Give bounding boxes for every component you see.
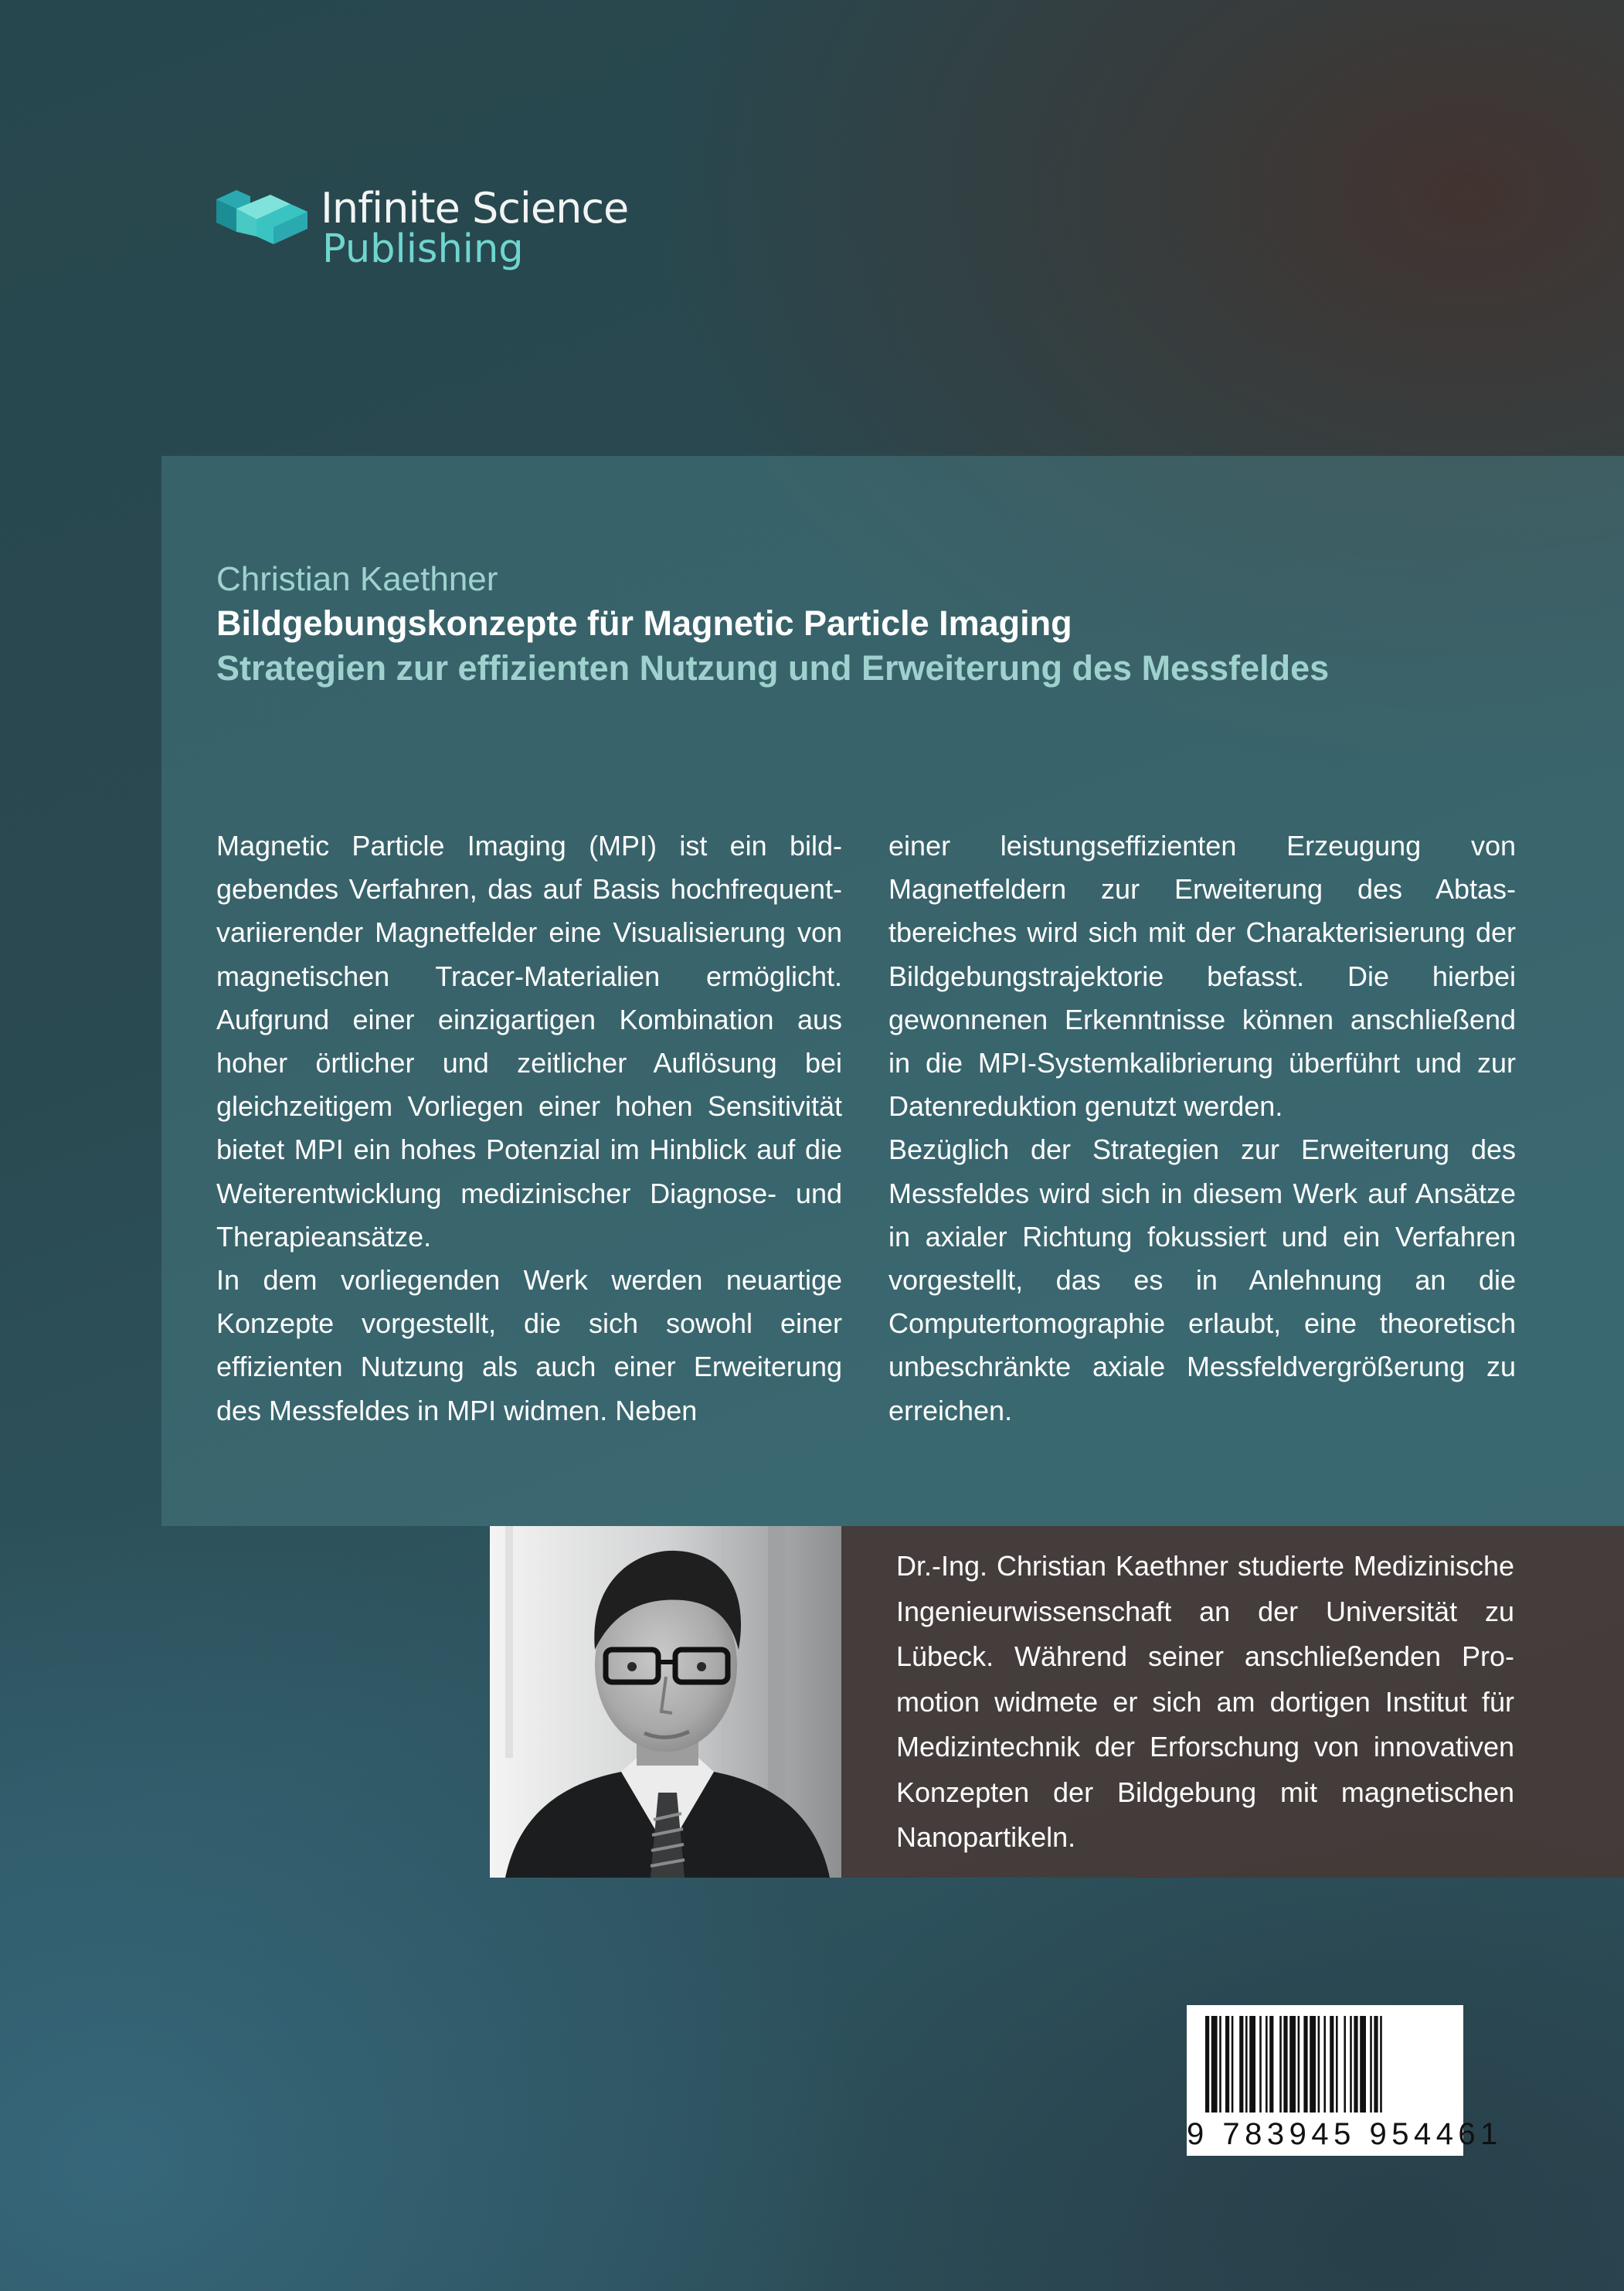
barcode-bar bbox=[1283, 2016, 1287, 2113]
blurb-paragraph: einer leistungseffizienten Erzeugung von Magnetfeldern zur Erweiterung des Abtastbereiches wird sich mit der Charakterisierung der Bildgebungstrajektorie befasst. Die hierbei gewonnenen Erkenntnisse können anschließend in die MPI-Systemkalibrierung überführt und zur Datenreduktion genutzt werden. bbox=[888, 830, 1516, 1123]
publisher-name-line2: Publishing bbox=[322, 226, 524, 272]
blurb-paragraph: In dem vorliegenden Werk werden neuartige Konzepte vorgestellt, die sich sowohl einer effizienten Nutzung als auch einer Erweiterung des Messfeldes in MPI widmen. Neben bbox=[216, 1264, 842, 1426]
barcode-bar bbox=[1279, 2016, 1282, 2113]
publisher-logo bbox=[216, 184, 629, 281]
barcode-bar bbox=[1232, 2016, 1234, 2113]
barcode-bar bbox=[1298, 2016, 1300, 2113]
publisher-name-line1: Infinite Science bbox=[321, 184, 629, 233]
barcode-bar bbox=[1225, 2016, 1229, 2113]
barcode-bar bbox=[1219, 2016, 1221, 2113]
isbn-barcode bbox=[1187, 2005, 1503, 2156]
blurb-column-right bbox=[888, 824, 1516, 1433]
author-bio: Dr.-Ing. Christian Kaethner studierte Medizinische Ingenieurwissenschaft an der Universität zu Lübeck. Während seiner anschließenden Promotion widmete er sich am dortigen Institut für Medizintechnik der Erforschung von innovativen Konzepten der Bildgebung mit magnetischen Nanopartikeln. bbox=[896, 1550, 1514, 1853]
barcode-bar bbox=[1330, 2016, 1334, 2113]
barcode-bar bbox=[1211, 2016, 1218, 2113]
barcode-bar bbox=[1249, 2016, 1255, 2113]
blurb-paragraph: Magnetic Particle Imaging (MPI) ist ein bildgebendes Verfahren, das auf Basis hochfrequent-variierender Magnetfelder eine Visualisierung von magnetischen Tracer-Materialien ermöglicht. Aufgrund einer einzigartigen Kombination aus hoher örtlicher und zeitlicher Auflösung bei gleichzeitigem Vorliegen einer hohen Sensitivität bietet MPI ein hohes Potenzial im Hinblick auf die Weiterentwicklung medizinischer Diagnose- und Therapieansätze. bbox=[216, 830, 842, 1253]
book-subtitle: Strategien zur effizienten Nutzung und Erweiterung des Messfeldes bbox=[216, 648, 1330, 688]
barcode-bar bbox=[1354, 2016, 1357, 2113]
barcode-bar bbox=[1323, 2016, 1326, 2113]
book-title: Bildgebungskonzepte für Magnetic Particle Imaging bbox=[216, 603, 1072, 643]
barcode-bar bbox=[1245, 2016, 1248, 2113]
barcode-bar bbox=[1370, 2016, 1372, 2113]
publisher-logo-icon bbox=[216, 189, 307, 246]
barcode-bar bbox=[1344, 2016, 1346, 2113]
barcode-bar bbox=[1318, 2016, 1320, 2113]
barcode-bar bbox=[1360, 2016, 1366, 2113]
barcode-bar bbox=[1259, 2016, 1262, 2113]
blurb-column-left bbox=[216, 824, 842, 1433]
barcode-bar bbox=[1310, 2016, 1316, 2113]
barcode-bar bbox=[1303, 2016, 1307, 2113]
blurb-paragraph: Bezüglich der Strategien zur Erweiterung des Messfeldes wird sich in diesem Werk auf Ansätze in axialer Richtung fokussiert und ein Verfahren vorgestellt, das es in Anlehnung an die Computertomographie erlaubt, eine theoretisch unbeschränkte axiale Messfeldvergrößerung zu erreichen. bbox=[888, 1134, 1516, 1426]
barcode-bar bbox=[1336, 2016, 1338, 2113]
barcode-bar bbox=[1289, 2016, 1296, 2113]
book-heading bbox=[216, 558, 1592, 691]
barcode-bar bbox=[1239, 2016, 1243, 2113]
isbn-number: 9 783945 954461 bbox=[1187, 2117, 1503, 2151]
barcode-bar bbox=[1374, 2016, 1378, 2113]
author-photo bbox=[490, 1526, 841, 1878]
barcode-bar bbox=[1266, 2016, 1268, 2113]
barcode-bar bbox=[1269, 2016, 1273, 2113]
barcode-bar bbox=[1380, 2016, 1382, 2113]
barcode-bar bbox=[1350, 2016, 1352, 2113]
author-name: Christian Kaethner bbox=[216, 560, 498, 598]
barcode-bar bbox=[1205, 2016, 1209, 2113]
